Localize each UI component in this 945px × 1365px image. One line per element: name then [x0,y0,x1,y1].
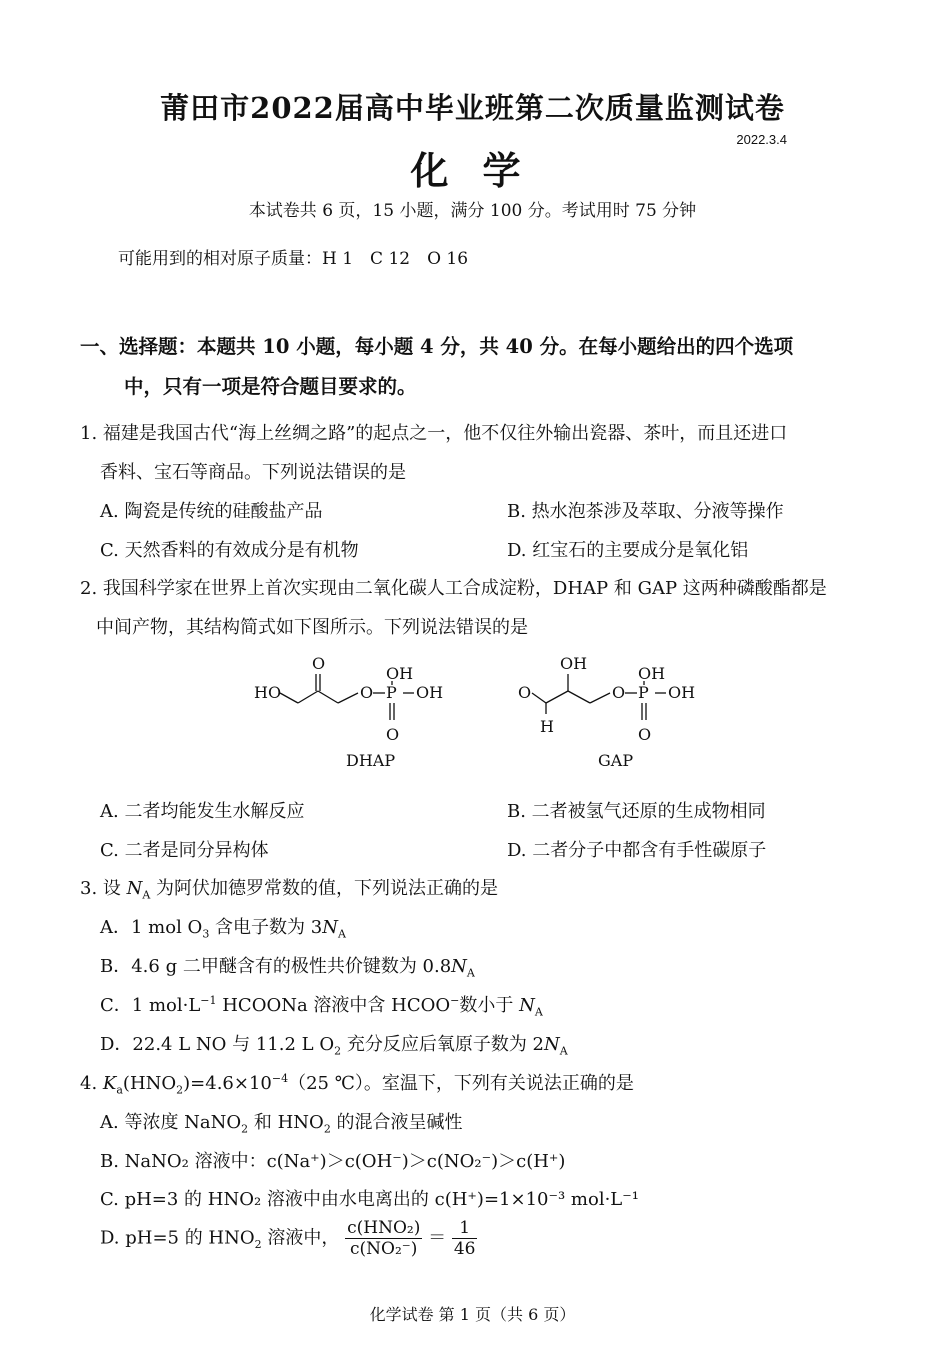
q3-stem: 3. 设 $N_A$ 为阿伏加德罗常数的值，下列说法正确的是 [80,878,499,902]
dhap-ho-label: HO [254,683,282,702]
q3-option-b: B．4.6 g 二甲醚含有的极性共价键数为 $0.8N_A$ [100,956,475,980]
q2-stem-line2: 中间产物，其结构简式如下图所示。下列说法错误的是 [96,617,528,638]
q4-d-fraction-left: $\frac{\text{c(HNO₂)}}{\text{c(NO₂⁻)}}$ [347,1218,421,1259]
dhap-carbonyl-o: O [312,654,326,673]
q1-option-d: D. 红宝石的主要成分是氧化铝 [507,540,749,561]
q3-option-a: A．1 mol $O_3$ 含电子数为 $3N_A$ [100,917,346,941]
q2-option-c: C. 二者是同分异构体 [100,840,269,861]
page-footer: 化学试卷 第 1 页（共 6 页） [369,1305,576,1324]
subject-title: 化学 [410,148,555,193]
gap-ester-o: O [612,683,626,702]
q4-d-fraction-right: $\frac{1}{46}$ [453,1218,476,1259]
q3-option-d: D．22.4 L NO 与 11.2 L $O_2$ 充分反应后氧原子数为 $2N_A$ [100,1034,568,1058]
q2-option-a: A. 二者均能发生水解反应 [100,801,305,822]
atomic-masses: 可能用到的相对原子质量：H 1 C 12 O 16 [118,249,469,269]
q4-option-d: D. pH=5 的 $HNO_2$ 溶液中， $\frac{\text{c(HNO₂)}}{\text{c(NO₂⁻)}}$ ＝ $\frac{1}{46}$ [100,1218,476,1259]
gap-aldehyde-o: O [518,683,532,702]
section-line-2: 中，只有一项是符合题目要求的。 [124,375,417,398]
q2-stem-line1: 2. 我国科学家在世界上首次实现由二氧化碳人工合成淀粉，DHAP 和 GAP 这两种磷酸酯都是 [80,578,827,599]
q2-option-d: D. 二者分子中都含有手性碳原子 [507,840,767,861]
q1-option-c: C. 天然香料的有效成分是有机物 [100,540,359,561]
dhap-p-o-bottom: O [386,725,400,744]
gap-label: GAP [598,751,634,770]
exam-title: 莆田市2022届高中毕业班第二次质量监测试卷 [160,91,785,125]
q3-option-c: C．1 $mol\cdot L^{-1}$ HCOONa 溶液中含 HCOO−数小于 $N_A$ [100,994,543,1019]
dhap-p-oh-top: OH [386,664,414,683]
q4-option-c: C. pH=3 的 HNO₂ 溶液中由水电离出的 c(H⁺)=1×10⁻³ mol·L⁻¹ [100,1189,639,1210]
q1-stem-line1: 1. 福建是我国古代“海上丝绸之路”的起点之一，他不仅往外输出瓷器、茶叶，而且还进口 [80,423,788,444]
exam-info: 本试卷共 6 页，15 小题，满分 100 分。考试用时 75 分钟 [248,201,697,221]
gap-oh-top: OH [560,654,588,673]
gap-p-oh-right: OH [668,683,696,702]
q4-option-b: B. NaNO₂ 溶液中：c(Na⁺)＞c(OH⁻)＞c(NO₂⁻)＞c(H⁺) [100,1151,566,1172]
dhap-phosphorus: P [386,683,397,702]
q1-option-b: B. 热水泡茶涉及萃取、分液等操作 [507,501,784,522]
q1-option-a: A. 陶瓷是传统的硅酸盐产品 [100,501,323,522]
gap-p-o-bottom: O [638,725,652,744]
q2-option-b: B. 二者被氢气还原的生成物相同 [507,801,766,822]
q4-option-a: A. 等浓度 NaNO$_2$ 和 $HNO_2$ 的混合液呈碱性 [100,1112,463,1136]
section-heading [80,327,870,407]
dhap-label: DHAP [346,751,396,770]
gap-p-oh-top: OH [638,664,666,683]
dhap-p-oh-right: OH [416,683,444,702]
q1-stem-line2: 香料、宝石等商品。下列说法错误的是 [100,462,406,483]
gap-aldehyde-h: H [540,717,554,736]
q4-stem: 4. $K_a(HNO_2)=4.6\times 10^{-4}(25$ ℃）。室温下，下列有关说法正确的是 [80,1072,634,1097]
dhap-ester-o: O [360,683,374,702]
exam-date: 2022.3.4 [736,132,787,147]
structure-diagram [240,648,710,778]
gap-phosphorus: P [638,683,649,702]
section-line-1: 一、选择题：本题共 10 小题，每小题 4 分，共 40 分。在每小题给出的四个选项 [80,335,794,358]
